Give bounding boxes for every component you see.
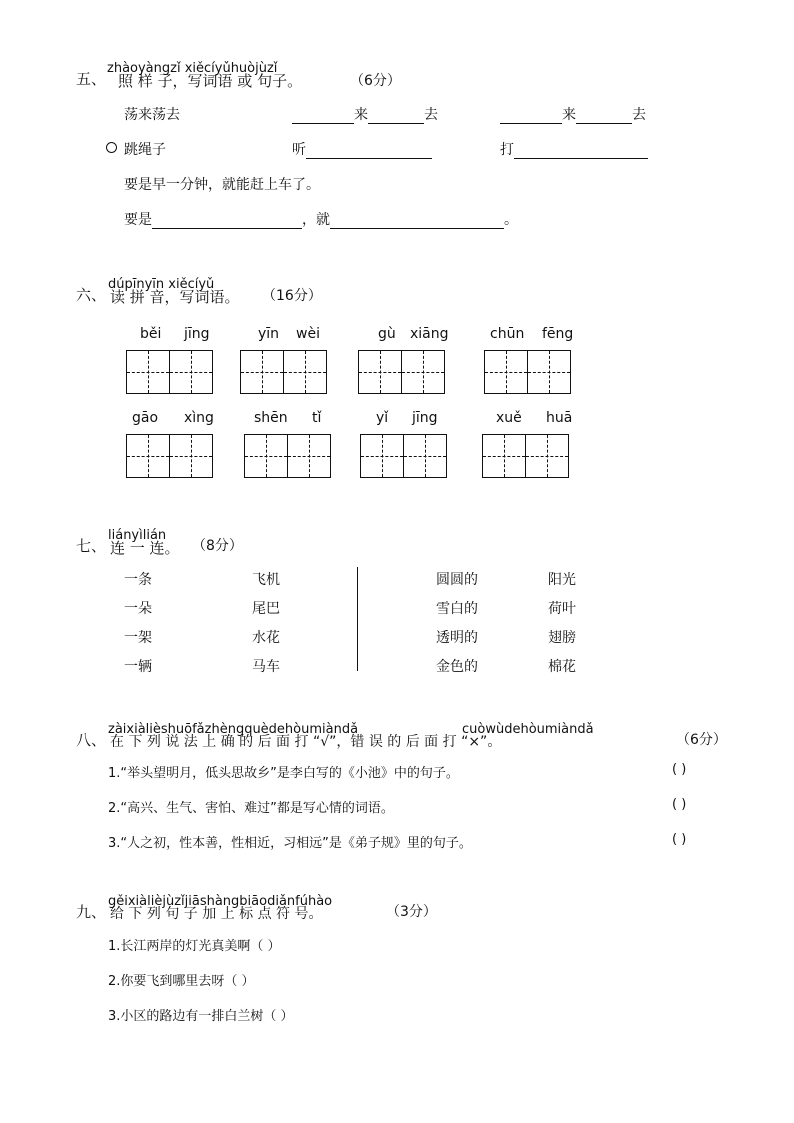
grid-pinyin: běi — [140, 326, 162, 342]
match-item[interactable]: 翅膀 — [548, 630, 576, 646]
section-5-title: 照 样 子，写词语 或 句子。 — [118, 72, 303, 90]
grid-pinyin: gāo — [132, 410, 159, 426]
grid-pinyin: wèi — [296, 326, 320, 342]
match-item[interactable]: 水花 — [252, 630, 280, 646]
section-6-pinyin: dúpīnyīn xiěcíyǔ — [108, 277, 215, 292]
grid-pinyin: xìng — [184, 410, 214, 426]
fill-blank-ting[interactable]: 听 — [292, 139, 432, 159]
punctuation-item[interactable]: 1.长江两岸的灯光真美啊（ ） — [108, 939, 281, 954]
punctuation-item[interactable]: 2.你要飞到哪里去呀（ ） — [108, 974, 255, 989]
section-5-number: 五、 — [76, 70, 107, 88]
grid-pinyin: yīn — [258, 326, 280, 342]
section-7-pinyin: liányìlián — [108, 528, 167, 543]
section-5-pinyin: zhàoyàngzǐ xiěcíyǔhuòjùzǐ — [107, 61, 278, 76]
writing-grid[interactable] — [484, 350, 571, 394]
fill-blank-sentence[interactable]: 要是 ，就 。 — [124, 212, 518, 228]
grid-pinyin: jīng — [184, 326, 210, 342]
section-9-number: 九、 — [76, 903, 107, 921]
section-9-pinyin: gěixiàlièjùzǐjiāshàngbiāodiǎnfúhào — [108, 894, 333, 909]
circle-marker — [106, 142, 117, 153]
grid-pinyin: gù — [378, 326, 396, 342]
grid-pinyin: shēn — [254, 410, 288, 426]
punctuation-item[interactable]: 3.小区的路边有一排白兰树（ ） — [108, 1009, 294, 1024]
grid-pinyin: fēng — [542, 326, 574, 342]
judge-statement: 1.“举头望明月，低头思故乡”是李白写的《小池》中的句子。 — [108, 766, 459, 781]
grid-pinyin: xuě — [496, 410, 522, 426]
example-word-1: 荡来荡去 — [124, 107, 180, 123]
answer-paren[interactable]: ( ) — [672, 762, 687, 777]
section-9-score: （3分） — [386, 904, 437, 920]
judge-statement: 2.“高兴、生气、害怕、难过”都是写心情的词语。 — [108, 801, 394, 816]
grid-pinyin: yǐ — [376, 410, 389, 426]
section-5-score: （6分） — [350, 73, 401, 89]
match-item[interactable]: 棉花 — [548, 659, 576, 675]
section-9-title: 给 下 列 句 子 加 上 标 点 符 号。 — [110, 906, 323, 922]
writing-grid[interactable] — [240, 350, 327, 394]
match-item[interactable]: 马车 — [252, 659, 280, 675]
match-item[interactable]: 一辆 — [124, 659, 152, 675]
grid-pinyin: jīng — [412, 410, 438, 426]
writing-grid[interactable] — [244, 434, 331, 478]
match-item[interactable]: 尾巴 — [252, 601, 280, 617]
grid-pinyin: tǐ — [312, 410, 322, 426]
fill-blank-laiqu-2[interactable]: 来 去 — [500, 104, 646, 124]
writing-grid[interactable] — [358, 350, 445, 394]
match-item[interactable]: 阳光 — [548, 572, 576, 588]
match-item[interactable]: 一朵 — [124, 601, 152, 617]
judge-statement: 3.“人之初，性本善，性相近，习相远”是《弟子规》里的句子。 — [108, 836, 472, 851]
grid-pinyin: xiāng — [410, 326, 449, 342]
match-item[interactable]: 荷叶 — [548, 601, 576, 617]
example-sentence: 要是早一分钟，就能赶上车了。 — [124, 177, 320, 193]
grid-pinyin: huā — [546, 410, 573, 426]
writing-grid[interactable] — [126, 434, 213, 478]
section-6-number: 六、 — [76, 286, 107, 304]
section-7-number: 七、 — [76, 537, 107, 555]
writing-grid[interactable] — [126, 350, 213, 394]
match-item[interactable]: 透明的 — [436, 630, 478, 646]
fill-blank-laiqu-1[interactable]: 来 去 — [292, 104, 438, 124]
match-item[interactable]: 圆圆的 — [436, 572, 478, 588]
answer-paren[interactable]: ( ) — [672, 832, 687, 847]
section-8-number: 八、 — [76, 731, 107, 749]
section-7-title: 连 一 连。 — [110, 539, 180, 557]
example-word-2: 跳绳子 — [124, 142, 166, 158]
section-7-score: （8分） — [192, 538, 243, 554]
section-6-title: 读 拼 音，写词语。 — [110, 288, 240, 306]
fill-blank-da[interactable]: 打 — [500, 139, 648, 159]
match-item[interactable]: 一架 — [124, 630, 152, 646]
match-item[interactable]: 一条 — [124, 572, 152, 588]
grid-pinyin: chūn — [490, 326, 525, 342]
section-8-title: 在 下 列 说 法 上 确 的 后 面 打 “√”，错 误 的 后 面 打 “×”。 — [110, 734, 502, 750]
match-item[interactable]: 金色的 — [436, 659, 478, 675]
match-item[interactable]: 雪白的 — [436, 601, 478, 617]
section-8-pinyin-1: zàixiàlièshuōfǎzhèngquèdehòumiàndǎ — [108, 722, 359, 737]
column-divider — [357, 567, 358, 671]
writing-grid[interactable] — [482, 434, 569, 478]
section-6-score: （16分） — [262, 288, 322, 304]
match-item[interactable]: 飞机 — [252, 572, 280, 588]
section-8-pinyin-2: cuòwùdehòumiàndǎ — [462, 722, 594, 737]
writing-grid[interactable] — [360, 434, 447, 478]
section-8-score: （6分） — [676, 732, 727, 748]
answer-paren[interactable]: ( ) — [672, 797, 687, 812]
